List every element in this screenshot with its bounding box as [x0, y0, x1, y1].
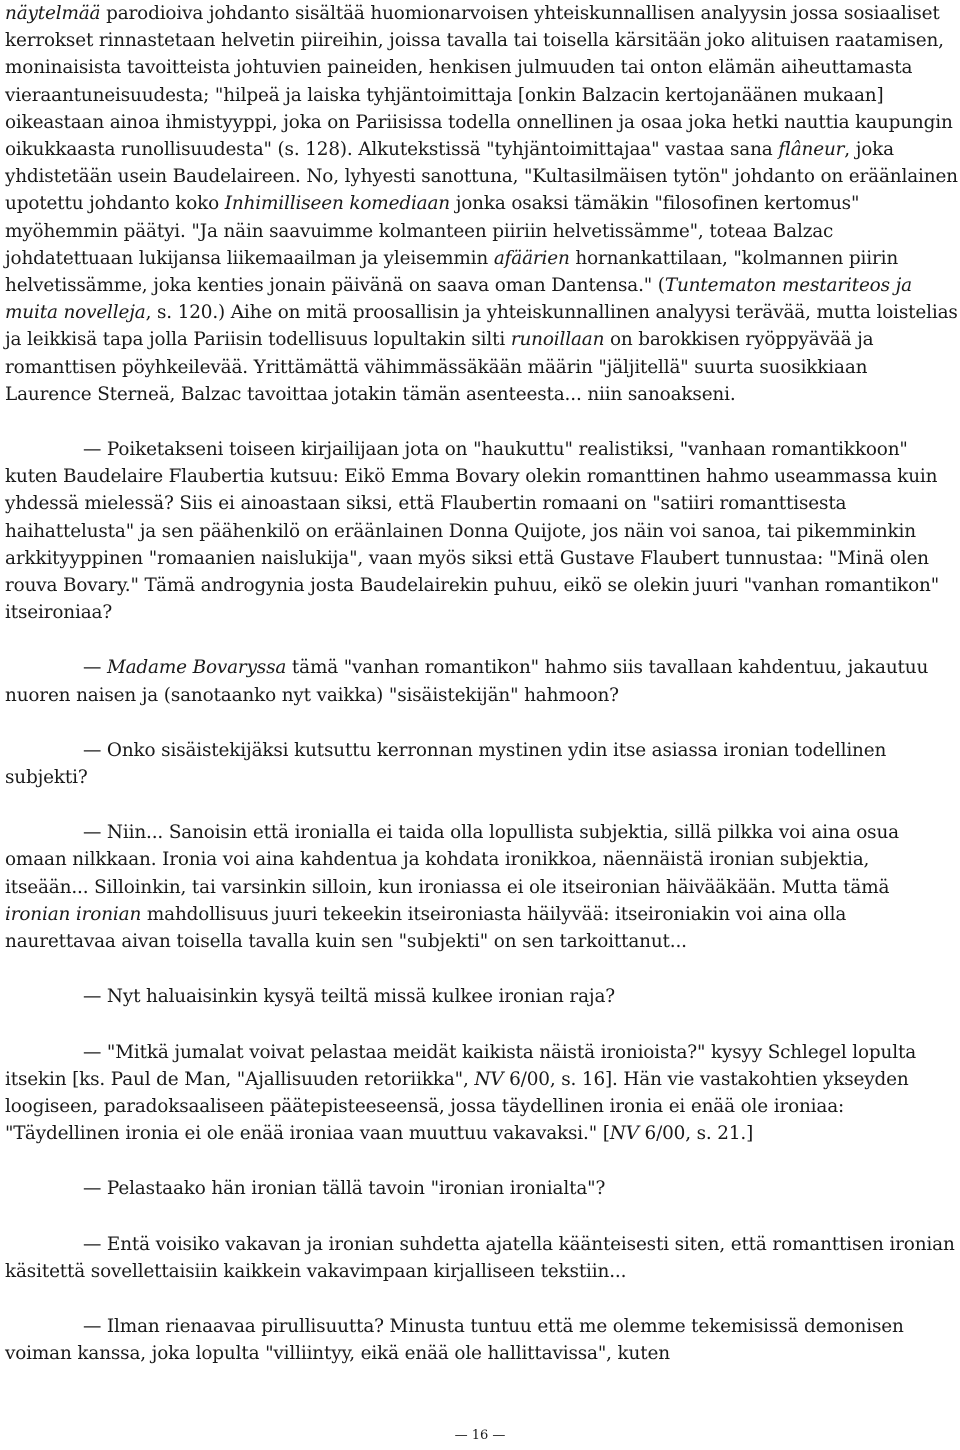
text-run: — "Mitkä jumalat voivat pelastaa meidät kaikista näistä ironioista?" kysyy Schlegel lopulta itsekin [ks. Paul de Man, "Ajallisuuden retoriikka",	[5, 1041, 917, 1090]
page-number: — 16 —	[454, 1428, 506, 1443]
italic-text: runoillaan	[510, 329, 605, 351]
paragraph-9	[5, 1231, 958, 1285]
text-run: — Entä voisiko vakavan ja ironian suhdetta ajatella käänteisesti siten, että romanttisen ironian käsitettä sovellettaisiin kaikkein vakavimpaan kirjalliseen tekstiin...	[5, 1233, 955, 1282]
paragraph-7	[5, 1039, 958, 1148]
text-run: on barokkisen ryöppyävää ja romanttisen pöyhkeilevää. Yrittämättä vähimmässäkään määrin "jäljitellä" suurta suosikkiaan Laurence Sterneä, Balzac tavoittaa jotakin tämän asenteesta... niin sanoakseni.	[5, 329, 874, 405]
text-run: — Ilman rienaavaa pirullisuutta? Minusta tuntuu että me olemme tekemisissä demonisen voiman kanssa, joka lopulta "villiintyy, eikä enää ole hallittavissa", kuten	[5, 1315, 904, 1365]
italic-text: näytelmää	[5, 3, 101, 24]
text-run: — Pelastaako hän ironian tällä tavoin "ironian ironialta"?	[83, 1178, 606, 1200]
paragraph-3	[5, 654, 958, 708]
italic-text: afäärien	[493, 247, 570, 269]
text-run: , joka yhdistetään usein Baudelaireen. No, lyhyesti sanottuna, "Kultasilmäisen tytön" johdanto on eräänlainen upotettu johdanto koko	[5, 139, 958, 215]
paragraph-6	[5, 983, 958, 1010]
document-page	[5, 0, 958, 1367]
italic-text: NV	[609, 1123, 639, 1145]
text-run: — Nyt haluaisinkin kysyä teiltä missä kulkee ironian raja?	[83, 986, 615, 1008]
text-run: mahdollisuus juuri tekeekin itseironiasta häilyvää: itseironiakin voi aina olla naurettavaa aivan toisella tavalla kuin sen "subjekti" on sen tarkoittanut...	[5, 903, 847, 953]
italic-text: Madame Bovaryssa	[106, 657, 287, 679]
paragraph-8	[5, 1175, 958, 1202]
italic-text: Tuntematon mestariteos ja muita novelleja	[5, 275, 912, 324]
text-run: — Poiketakseni toiseen kirjailijaan jota on "haukuttu" realistiksi, "vanhaan romantikkoon" kuten Baudelaire Flaubertia kutsuu: Eikö Emma Bovary olekin romanttinen hahmo useammassa kuin yhdessä mielessä? Siis ei ainoastaan siksi, että Flaubertin romaani on "satiiri romanttisesta haihattelusta" ja sen päähenkilö on eräänlainen Donna Quijote, jos näin voi sanoa, tai pikemminkin arkkityyppinen "romaanien naislukija", vaan myös siksi että Gustave Flaubert tunnustaa: "Minä olen rouva Bovary." Tämä androgynia josta Baudelairekin puhuu, eikö se olekin juuri "vanhan romantikon" itseironiaa?	[5, 439, 939, 624]
paragraph-4	[5, 737, 958, 791]
text-run: 6/00, s. 16]. Hän vie vastakohtien ykseyden loogiseen, paradoksaaliseen päätepisteeseensä, jossa täydellinen ironia ei enää ole ironiaa: "Täydellinen ironia ei ole enää ironiaa vaan muuttuu vakavaksi." [	[5, 1068, 909, 1145]
italic-text: Inhimilliseen komediaan	[224, 193, 450, 215]
text-run: jonka osaksi tämäkin "filosofinen kertomus" myöhemmin päätyi. "Ja näin saavuimme kolmanteen piiriin helvetissämme", toteaa Balzac johdatettuaan lukijansa liikemaailman ja yleisemmin	[5, 193, 860, 269]
text-run: hornankattilaan, "kolmannen piirin helvetissämme, joka kenties jonain päivänä on saava oman Dantensa." (	[5, 247, 899, 297]
italic-text: flâneur	[778, 139, 845, 161]
paragraph-5	[5, 819, 958, 955]
paragraph-2	[5, 436, 958, 626]
text-run: — Niin... Sanoisin että ironialla ei taida olla lopullista subjektia, sillä pilkka voi aina osua omaan nilkkaan. Ironia voi aina kahdentua ja kohdata ironikkoa, näennäistä ironian subjektia, itseään... Silloinkin, tai varsinkin silloin, kun ironiassa ei ole itseironian häivääkään. Mutta tämä	[5, 822, 899, 898]
paragraph-10	[5, 1313, 958, 1367]
text-run: —	[83, 657, 107, 679]
text-run: , s. 120.) Aihe on mitä proosallisin ja yhteiskunnallinen analyysi terävää, mutta loistelias ja leikkisä tapa jolla Pariisin todellisuus lopultakin silti	[5, 302, 958, 351]
italic-text: NV	[474, 1068, 504, 1090]
text-run: tämä "vanhan romantikon" hahmo siis tavallaan kahdentuu, jakautuu nuoren naisen ja (sanotaanko nyt vaikka) "sisäistekijän" hahmoon?	[5, 657, 929, 706]
text-run: — Onko sisäistekijäksi kutsuttu kerronnan mystinen ydin itse asiassa ironian todellinen subjekti?	[5, 739, 887, 789]
italic-text: ironian ironian	[5, 903, 142, 925]
text-run: parodioiva johdanto sisältää huomionarvoisen yhteiskunnallisen analyysin jossa sosiaaliset kerrokset rinnastetaan helvetin piireihin, joissa tavalla tai toisella kärsitään joko alituisen raatamisen, moninaisista tavoitteista johtuvien paineiden, henkisen julmuuden tai onton elämän aiheuttamasta vieraantuneisuudesta; "hilpeä ja laiska tyhjäntoimittaja [onkin Balzacin kertojanäänen mukaan] oikeastaan ainoa ihmistyyppi, joka on Pariisissa todella onnellinen ja osaa joka hetki nauttia kaupungin oikukkaasta runollisuudesta" (s. 128). Alkutekstissä "tyhjäntoimittajaa" vastaa sana	[5, 3, 953, 161]
paragraph-1	[5, 0, 958, 408]
text-run: 6/00, s. 21.]	[638, 1123, 754, 1145]
